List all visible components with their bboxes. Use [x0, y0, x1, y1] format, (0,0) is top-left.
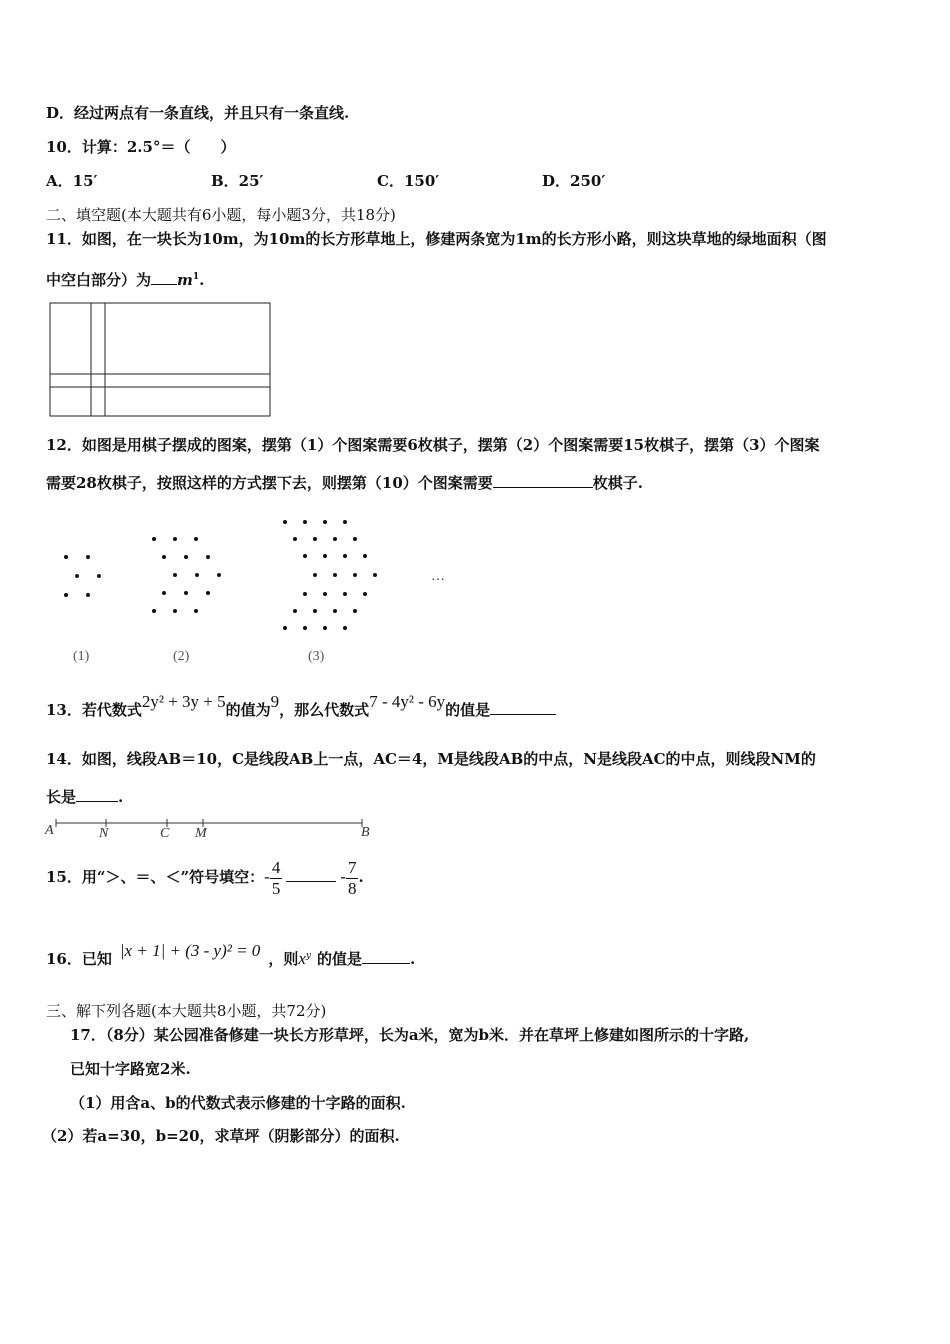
q16-answer-blank[interactable]	[362, 949, 410, 964]
q12-line2-end: 枚棋子.	[592, 474, 643, 492]
q13-pre: 13．若代数式	[46, 701, 142, 719]
q12-figure	[55, 512, 465, 672]
pattern-1	[64, 555, 101, 597]
q16-line	[46, 941, 415, 974]
q13-mid: 的值为	[225, 701, 271, 719]
pattern-2	[152, 537, 221, 613]
q16-expr: |x + 1| + (3 - y)² = 0	[119, 941, 261, 960]
q15-end: .	[358, 868, 364, 886]
q16-post: 的值是	[316, 950, 362, 968]
q15-minus-2: -	[340, 867, 346, 886]
q15-minus-1: -	[264, 867, 270, 886]
q10-stem: 10．计算：2.5°＝（ ）	[46, 138, 236, 156]
q12-label-3: (3)	[308, 649, 325, 664]
q12-label-2: (2)	[173, 649, 190, 664]
q11-line2	[46, 267, 204, 290]
q16-power-base: x	[298, 949, 306, 968]
q13-post: 的值是	[445, 701, 491, 719]
point-c: C	[160, 826, 170, 841]
q13-value: 9	[270, 692, 280, 711]
q12-line2-text: 需要28枚棋子，按照这样的方式摆下去，则摆第（10）个图案需要	[46, 474, 493, 492]
q15-line	[46, 852, 364, 902]
q11-figure	[48, 301, 274, 419]
q17-line2: 已知十字路宽2米.	[70, 1060, 191, 1078]
q13-mid2: ，那么代数式	[279, 701, 370, 719]
point-b: B	[361, 825, 370, 840]
q17-part2: （2）若a=30，b=20，求草坪（阴影部分）的面积.	[42, 1127, 400, 1145]
q15-f2-num: 7	[347, 857, 357, 877]
q15-pre: 15．用“＞、＝、＜”符号填空：	[46, 868, 265, 886]
q11-line1: 11．如图，在一块长为10m，为10m的长方形草地上，修建两条宽为1m的长方形小路，则这块草地的绿地面积（图	[46, 230, 827, 248]
q11-unit: m	[177, 271, 193, 289]
q14-line2-text: 长是	[46, 788, 77, 806]
q15-f2-den: 8	[347, 878, 357, 898]
q11-unit-sup: 1	[192, 272, 200, 282]
q10-option-d: D．250′	[542, 172, 606, 190]
q15-f1-num: 4	[271, 857, 281, 877]
q13-expr1: 2y² + 3y + 5	[141, 692, 226, 711]
q11-end: .	[199, 271, 205, 289]
point-n: N	[99, 826, 109, 841]
q16-end: .	[409, 950, 416, 968]
section2-title: 二、填空题(本大题共有6小题，每小题3分，共18分)	[46, 206, 396, 224]
q15-f1-den: 5	[271, 878, 281, 898]
q10-option-c: C．150′	[377, 172, 440, 190]
q17-part1: （1）用含a、b的代数式表示修建的十字路的面积.	[70, 1094, 406, 1112]
q9-option-d: D．经过两点有一条直线，并且只有一条直线.	[46, 104, 350, 122]
q16-pre: 16．已知	[46, 950, 112, 968]
q12-line1: 12．如图是用棋子摆成的图案，摆第（1）个图案需要6枚棋子，摆第（2）个图案需要15枚棋子，摆第（3）个图案	[46, 436, 820, 454]
section3-title: 三、解下列各题(本大题共8小题，共72分)	[46, 1002, 327, 1020]
q15-fraction-2	[346, 858, 359, 899]
q14-line2-end: .	[118, 788, 124, 806]
q12-line2	[46, 473, 643, 493]
q11-answer-blank[interactable]	[151, 270, 177, 285]
q15-answer-blank[interactable]	[286, 867, 336, 882]
q17-line1: 17．（8分）某公园准备修建一块长方形草坪，长为a米，宽为b米．并在草坪上修建如图所示的十字路,	[70, 1026, 750, 1044]
q13-answer-blank[interactable]	[490, 700, 556, 715]
q12-label-1: (1)	[73, 649, 90, 664]
q10-option-b: B．25′	[211, 172, 264, 190]
q14-line1: 14．如图，线段AB＝10，C是线段AB上一点，AC＝4，M是线段AB的中点，N是线段AC的中点，则线段NM的	[46, 750, 816, 768]
q10-option-a: A．15′	[46, 172, 98, 190]
q16-power-sup: y	[305, 951, 311, 961]
point-m: M	[195, 826, 207, 841]
pattern-3	[283, 520, 377, 630]
q12-answer-blank[interactable]	[493, 473, 593, 488]
q13-line	[46, 692, 556, 725]
q12-ellipsis: …	[431, 569, 445, 584]
q14-figure	[42, 816, 382, 842]
q14-answer-blank[interactable]	[76, 787, 118, 802]
q15-fraction-1	[270, 858, 283, 899]
q14-line2	[46, 787, 123, 807]
point-a: A	[45, 823, 54, 838]
q16-mid: ，则	[268, 950, 299, 968]
q11-line2-text: 中空白部分）为	[46, 271, 152, 289]
q13-expr2: 7 - 4y² - 6y	[369, 692, 446, 711]
